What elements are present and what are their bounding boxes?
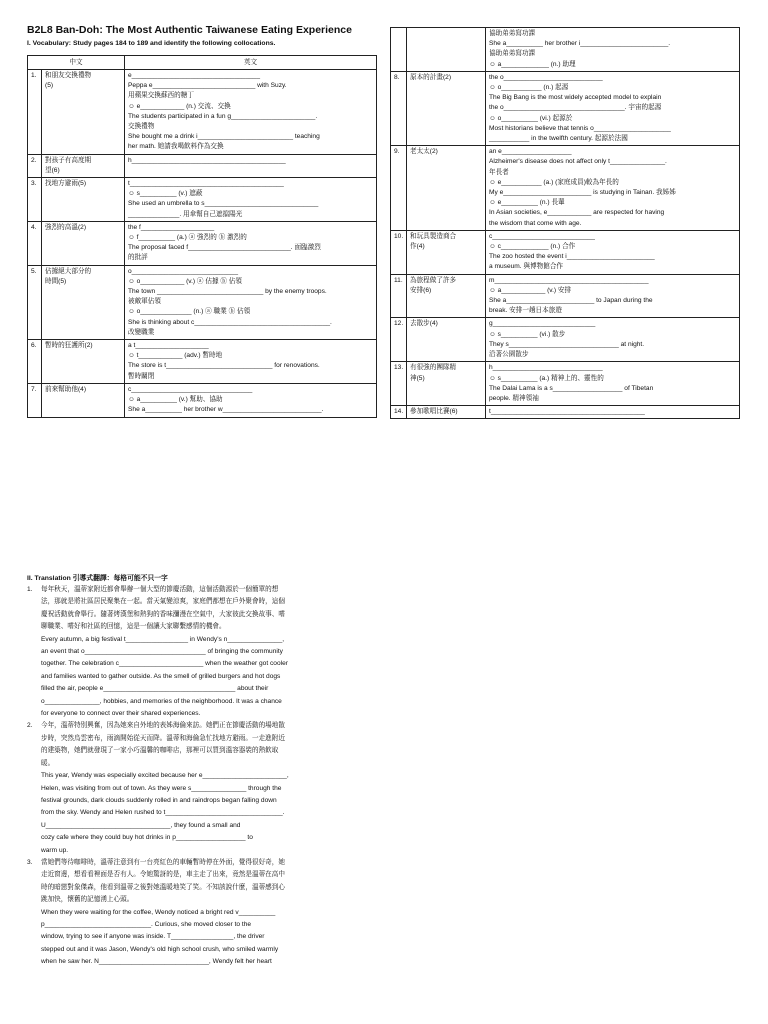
english-line: ☺ a_____________ (n.) 助理 xyxy=(489,60,576,68)
row-chinese xyxy=(42,340,125,384)
english-line: ______________. 用傘幫自己遮擋陽光 xyxy=(128,210,243,218)
english-line: 協助弟弟寫功課 xyxy=(489,30,536,37)
row-chinese xyxy=(42,70,125,155)
row-chinese xyxy=(407,230,486,274)
chinese-line: 聊職業、嗜好和社區的回憶，這是一個讓大家聯繫感情的機會。 xyxy=(41,623,226,631)
english-line: break. 安排一趟日本旅遊 xyxy=(489,307,562,315)
vocab-table-header xyxy=(28,56,377,70)
english-line: from the sky. Wendy and Helen rushed to t________________________________. xyxy=(41,809,285,817)
english-line: window, trying to see if anyone was inside. T_________________, the driver xyxy=(41,933,265,941)
translation-number: 3. xyxy=(27,858,33,866)
translation-item xyxy=(27,584,377,720)
english-line: 改變職業 xyxy=(128,328,155,336)
english-line: 暫時關閉 xyxy=(128,372,155,380)
english-line: ☺ s__________ (v.) 遮蔽 xyxy=(128,190,203,198)
english-line: a t____________________ xyxy=(128,342,209,350)
row-number: 14. xyxy=(391,406,407,419)
row-number: 11. xyxy=(391,274,407,318)
vocab-row xyxy=(391,28,740,72)
row-number xyxy=(391,28,407,72)
english-line: festival grounds, dark clouds suddenly rolled in and raindrops began falling down xyxy=(41,796,277,804)
english-line xyxy=(128,166,373,176)
vocab-row xyxy=(391,230,740,274)
chinese-line: 強烈的高溫(2) xyxy=(45,223,87,231)
row-english xyxy=(125,265,377,339)
row-number: 7. xyxy=(28,383,42,417)
translation-item xyxy=(27,857,377,969)
english-line: 的批評 xyxy=(128,254,148,262)
english-line: ☺ o____________ (v.) ⓐ 佔據 ⓑ 佔領 xyxy=(128,277,242,285)
chinese-line: 老太太(2) xyxy=(410,148,438,156)
english-line: My e________________________ is studying in Tainan. 我姊姊 xyxy=(489,189,676,197)
row-english xyxy=(486,230,740,274)
row-number: 9. xyxy=(391,146,407,231)
vocab-row xyxy=(28,265,377,339)
english-line: She a__________ her brother i________________________. xyxy=(489,40,671,48)
row-chinese xyxy=(407,274,486,318)
chinese-line: 神(5) xyxy=(410,374,425,382)
row-english xyxy=(125,383,377,417)
english-line: When they were waiting for the coffee, Wendy noticed a bright red v__________ xyxy=(41,908,276,916)
chinese-line: 去散步(4) xyxy=(410,320,438,328)
row-chinese xyxy=(42,383,125,417)
chinese-line: 暖。 xyxy=(41,759,55,767)
row-chinese xyxy=(42,265,125,339)
english-line: filled the air, people e____________________________________ about their xyxy=(41,685,269,693)
english-line: The proposal faced f____________________________. 面臨激烈 xyxy=(128,244,321,252)
row-number: 10. xyxy=(391,230,407,274)
english-line: 被敵軍佔領 xyxy=(128,298,161,306)
chinese-line: 參加歌唱比賽(6) xyxy=(410,408,458,416)
row-number: 13. xyxy=(391,362,407,406)
english-line: 年長者 xyxy=(489,168,509,176)
vocab-row xyxy=(28,383,377,417)
row-chinese xyxy=(407,28,486,72)
english-line: ☺ c_____________ (n.) 合作 xyxy=(489,243,576,251)
english-line: ___________ in the twelfth century. 起源於法國 xyxy=(489,135,628,143)
english-line: and families wanted to gather outside. As the smell of grilled burgers and hot dogs xyxy=(41,672,281,680)
english-line: ☺ a__________ (v.) 幫助、協助 xyxy=(128,396,223,404)
vocab-table-left xyxy=(27,55,377,418)
translation-chinese xyxy=(41,857,377,907)
chinese-line: 的建築物，她們就發現了一家小巧溫馨的咖啡店，那裡可以買到溫容器裝的熱飲取 xyxy=(41,747,279,755)
chinese-line: 時間(5) xyxy=(45,277,67,285)
chinese-line: 法，那就是將社區居民聚集在一起。當天氣變涼爽，家庭們都想在戶外聚會時，這個 xyxy=(41,598,285,606)
english-line: The Dalai Lama is a s___________________ of Tibetan xyxy=(489,384,654,392)
english-line: ☺ f__________ (a.) ⓐ 強烈的 ⓑ 激烈的 xyxy=(128,234,247,242)
chinese-line: 步時，突然烏雲密布，雨滴開始從天而降。溫蒂和海倫急忙找地方避雨。一走進附近 xyxy=(41,734,285,742)
row-number: 12. xyxy=(391,318,407,362)
english-line: an event that o_________________________________ of bringing the community xyxy=(41,648,283,656)
chinese-line: 找地方避雨(5) xyxy=(45,180,87,188)
vocab-row xyxy=(391,362,740,406)
row-english xyxy=(125,340,377,384)
english-line: t__________________________________________ xyxy=(489,408,645,416)
header-chinese: 中文 xyxy=(28,56,125,70)
translation-number: 1. xyxy=(27,586,33,593)
english-line: Peppa e____________________________ with Suzy. xyxy=(128,82,287,90)
row-chinese xyxy=(407,318,486,362)
row-number: 6. xyxy=(28,340,42,384)
section-1-title: I. Vocabulary: Study pages 184 to 189 and identify the following collocations. xyxy=(27,40,276,47)
english-line: o_____________________________ xyxy=(128,267,239,275)
english-line: her math. 她請我喝飲料作為交換 xyxy=(128,143,224,151)
english-line: e___________________________________ xyxy=(128,72,261,79)
row-chinese xyxy=(42,154,125,177)
english-line: h______________________________ xyxy=(489,364,603,372)
translation-chinese xyxy=(41,584,377,634)
english-line: the o___________________________ xyxy=(489,73,603,81)
english-line: ☺ s__________ (vi.) 散步 xyxy=(489,330,566,338)
english-line: ☺ s__________ (a.) 精神上的、靈性的 xyxy=(489,374,604,382)
chinese-line: 前來幫助他(4) xyxy=(45,385,87,393)
english-line: stepped out and it was Jason, Wendy's old high school crush, who smiled warmly xyxy=(41,945,279,953)
english-line: ☺ o______________ (n.) ⓐ 職業 ⓑ 佔領 xyxy=(128,308,251,316)
vocab-row xyxy=(28,178,377,222)
english-line: She a________________________ to Japan during the xyxy=(489,297,653,305)
english-line: cozy cafe where they could buy hot drinks in p___________________ to xyxy=(41,834,253,842)
english-line: She is thinking about c_____________________________________. xyxy=(128,318,332,326)
english-line: when he saw her. N______________________________, Wendy felt her heart xyxy=(41,958,272,966)
chinese-line: 和玩具製造商合 xyxy=(410,232,457,240)
row-english xyxy=(486,274,740,318)
chinese-line: 慶祝活動就會舉行。隨著烤漢堡和熱狗的香味瀰漫在空氣中，大家彼此交換故事、嗜 xyxy=(41,610,285,618)
english-line: She used an umbrella to s_______________________________ xyxy=(128,200,319,208)
english-line: ☺ o___________ (n.) 起源 xyxy=(489,84,569,92)
english-line: The town _____________________________ by the enemy troops. xyxy=(128,288,327,296)
english-line: She a__________ her brother w___________________________. xyxy=(128,406,324,414)
english-line: ☺ e___________ (a.) (家庭成員)較為年長的 xyxy=(489,178,619,186)
row-english xyxy=(486,406,740,419)
english-line: c____________________________ xyxy=(489,232,595,240)
english-line: c_________________________________ xyxy=(128,385,253,393)
english-line: 用蘋果交換蘇西的糖丁 xyxy=(128,92,194,100)
english-line: 協助弟弟寫功課 xyxy=(489,50,536,58)
chinese-line: 走近窗邊，想看看裡面是否有人。令她驚訝的是，車主走了出來，竟然是溫蒂在高中 xyxy=(41,871,285,879)
english-line: ☺ o__________ (vi.) 起源於 xyxy=(489,114,573,122)
english-line: U__________________________________, they found a small and xyxy=(41,821,241,829)
row-chinese xyxy=(42,221,125,265)
english-line: Helen, was visiting from out of town. As they were s_______________ through the xyxy=(41,784,282,792)
english-line: This year, Wendy was especially excited because her e_______________________, xyxy=(41,772,289,780)
row-number: 3. xyxy=(28,178,42,222)
english-line: Alzheimer's disease does not affect only t_______________. xyxy=(489,158,667,166)
english-line: h__________________________________________ xyxy=(128,156,286,164)
row-chinese xyxy=(407,71,486,145)
translation-chinese xyxy=(41,720,377,770)
english-line: She bought me a drink i__________________________ teaching xyxy=(128,133,320,141)
translation-section xyxy=(27,584,377,969)
row-chinese xyxy=(407,406,486,419)
row-english xyxy=(125,178,377,222)
english-line: Most historians believe that tennis o_____________________ xyxy=(489,124,671,132)
row-chinese xyxy=(407,146,486,231)
row-english xyxy=(125,221,377,265)
chinese-line: 和朋友交換禮物 xyxy=(45,72,92,79)
vocab-row xyxy=(28,221,377,265)
chinese-line: 有很強的團隊精 xyxy=(410,364,457,372)
chinese-line: 安排(6) xyxy=(410,286,432,294)
english-line: warm up. xyxy=(41,846,69,854)
vocab-table-right xyxy=(390,27,740,419)
english-line: together. The celebration c_______________________ when the weather got cooler xyxy=(41,660,288,668)
english-line: In Asian societies, e____________ are respected for having xyxy=(489,209,665,217)
chinese-line: (5) xyxy=(45,82,54,90)
english-line: ☺ t____________ (adv.) 暫時地 xyxy=(128,352,223,360)
row-chinese xyxy=(407,362,486,406)
english-line: a museum. 與博物館合作 xyxy=(489,263,564,271)
english-line: the f____________________ xyxy=(128,223,215,231)
english-line: ☺ a____________ (v.) 安排 xyxy=(489,286,572,294)
chinese-line: 每年秋天，溫蒂家附近都會舉辦一個大型的節慶活動，這個活動源於一個簡單的想 xyxy=(41,586,279,593)
english-line: the wisdom that come with age. xyxy=(489,219,582,227)
english-line: ☺ e____________ (n.) 交流、交換 xyxy=(128,102,231,110)
vocab-row xyxy=(28,340,377,384)
english-line: They s______________________________ at night. xyxy=(489,340,645,348)
english-line: 沿著公園散步 xyxy=(489,351,529,359)
row-english xyxy=(486,71,740,145)
row-number: 4. xyxy=(28,221,42,265)
english-line: p_____________________________. Curious, she moved closer to the xyxy=(41,920,252,928)
english-line: people. 精神領袖 xyxy=(489,394,539,402)
english-line: Every autumn, a big festival t_________________ in Wendy's n_______________, xyxy=(41,635,285,643)
chinese-line: 原本的計畫(2) xyxy=(410,73,452,81)
translation-number: 2. xyxy=(27,722,33,730)
row-english xyxy=(486,146,740,231)
english-line: The Big Bang is the most widely accepted model to explain xyxy=(489,94,662,102)
vocab-row xyxy=(391,406,740,419)
vocab-row xyxy=(28,70,377,155)
row-number: 8. xyxy=(391,71,407,145)
english-line: t__________________________________________ xyxy=(128,180,284,188)
english-line: for everyone to connect over their shared experiences. xyxy=(41,710,201,718)
section-2-title: II. Translation 引導式翻譯：每格可能不只一字 xyxy=(27,575,168,582)
vocab-row xyxy=(28,154,377,177)
chinese-line: 作(4) xyxy=(410,243,425,251)
english-line: m__________________________________________ xyxy=(489,276,649,284)
chinese-line: 為旅程做了許多 xyxy=(410,276,457,284)
english-line: an e___________________ xyxy=(489,148,572,156)
chinese-line: 望(6) xyxy=(45,166,60,174)
translation-english xyxy=(41,907,377,969)
english-line: The zoo hosted the event i________________________ xyxy=(489,253,655,261)
row-english xyxy=(125,70,377,155)
english-line: The store is t_____________________________ for renovations. xyxy=(128,362,320,370)
vocab-row xyxy=(391,146,740,231)
row-chinese xyxy=(42,178,125,222)
header-english: 英文 xyxy=(125,56,377,70)
english-line: o_______________, hobbies, and memories of the neighborhood. It was a chance xyxy=(41,697,282,705)
chinese-line: 時的暗戀對象傑森，他看到溫蒂之後對她溫暖地笑了笑。不知該說什麼，溫蒂感到心 xyxy=(41,883,285,891)
chinese-line: 佔據絕大部分的 xyxy=(45,267,92,275)
row-english xyxy=(486,318,740,362)
translation-english xyxy=(41,634,377,721)
row-number: 2. xyxy=(28,154,42,177)
page-title: B2L8 Ban-Doh: The Most Authentic Taiwanese Eating Experience xyxy=(27,24,352,36)
chinese-line: 對孩子有高度期 xyxy=(45,156,92,164)
row-english xyxy=(486,28,740,72)
vocab-row xyxy=(391,274,740,318)
chinese-line: 跳加快，懷舊的記憶湧上心頭。 xyxy=(41,896,134,904)
row-english xyxy=(125,154,377,177)
row-number: 5. xyxy=(28,265,42,339)
translation-english xyxy=(41,770,377,857)
english-line: g____________________________ xyxy=(489,320,596,328)
vocab-row xyxy=(391,318,740,362)
translation-item xyxy=(27,720,377,856)
chinese-line: 今年，溫蒂特別興奮，因為她來自外地的表姊海倫來訪。她們正在節慶活動的場地散 xyxy=(41,722,285,730)
english-line: the o_________________________________. 宇宙的起源 xyxy=(489,104,662,112)
chinese-line: 暫時的狂護所(2) xyxy=(45,342,93,350)
vocab-row xyxy=(391,71,740,145)
english-line: 交換禮物 xyxy=(128,123,155,131)
english-line: ☺ e__________ (n.) 長輩 xyxy=(489,199,565,207)
chinese-line: 當她們等待咖啡時，溫蒂注意到有一台亮紅色的車輛暫時停在外面，覺得很好奇，她 xyxy=(41,858,285,866)
english-line: The students participated in a fun g_______________________. xyxy=(128,112,318,120)
row-english xyxy=(486,362,740,406)
row-number: 1. xyxy=(28,70,42,155)
